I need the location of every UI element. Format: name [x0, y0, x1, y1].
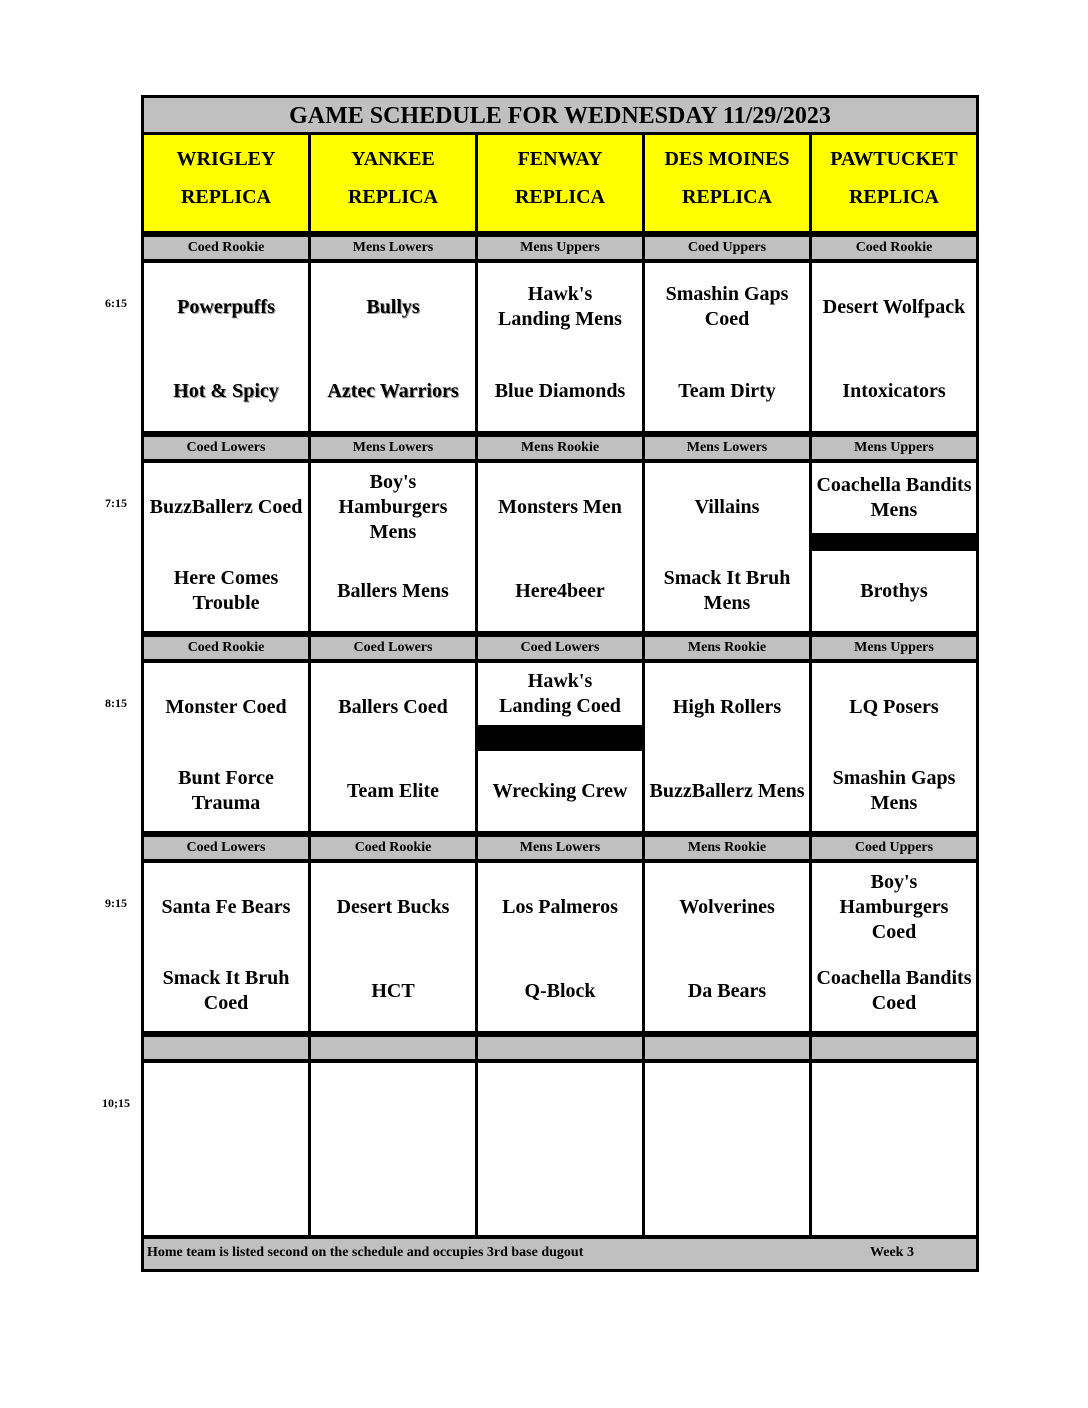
division-label: Coed Lowers [311, 637, 475, 659]
away-team: Boy's Hamburgers Coed [812, 863, 976, 951]
park-sub: REPLICA [514, 186, 605, 208]
division-label: Coed Uppers [812, 837, 976, 859]
division-label [645, 1037, 809, 1059]
home-team: Coachella Bandits Coed [812, 951, 976, 1031]
time-label: 6:15 [105, 296, 127, 310]
park-header [144, 135, 308, 231]
away-team: Hawk's Landing Coed [478, 663, 642, 725]
home-team: Wrecking Crew [478, 751, 642, 831]
schedule-table [141, 95, 979, 1272]
division-label: Mens Uppers [812, 637, 976, 659]
empty-slot [311, 1063, 475, 1235]
away-team: Wolverines [645, 863, 809, 951]
park-header [311, 135, 475, 231]
empty-slot [645, 1063, 809, 1235]
away-team: High Rollers [645, 663, 809, 751]
home-team: Hot & Spicy [144, 351, 308, 431]
away-team: BuzzBallerz Coed [144, 463, 308, 551]
park-name: WRIGLEY [176, 148, 276, 170]
away-team: Ballers Coed [311, 663, 475, 751]
home-team: Q-Block [478, 951, 642, 1031]
division-label: Coed Uppers [645, 237, 809, 259]
away-team: Villains [645, 463, 809, 551]
division-label [478, 1037, 642, 1059]
empty-slot [812, 1063, 976, 1235]
division-label: Mens Lowers [478, 837, 642, 859]
home-team: BuzzBallerz Mens [645, 751, 809, 831]
empty-slot [478, 1063, 642, 1235]
home-team: Team Dirty [645, 351, 809, 431]
page-title: GAME SCHEDULE FOR WEDNESDAY 11/29/2023 [144, 98, 976, 132]
park-name: YANKEE [351, 148, 435, 170]
away-team: Desert Wolfpack [812, 263, 976, 351]
division-label: Coed Rookie [144, 237, 308, 259]
home-team: Aztec Warriors [311, 351, 475, 431]
division-label: Mens Lowers [645, 437, 809, 459]
division-label: Coed Rookie [144, 637, 308, 659]
away-team: Powerpuffs [144, 263, 308, 351]
away-team: Monsters Men [478, 463, 642, 551]
park-name: FENWAY [517, 148, 603, 170]
away-team: Boy's Hamburgers Mens [311, 463, 475, 551]
time-label: 9:15 [105, 896, 127, 910]
home-team: Team Elite [311, 751, 475, 831]
home-team: HCT [311, 951, 475, 1031]
division-label: Coed Lowers [478, 637, 642, 659]
home-team: Here4beer [478, 551, 642, 631]
division-label: Mens Rookie [478, 437, 642, 459]
division-label [311, 1037, 475, 1059]
away-team: Bullys [311, 263, 475, 351]
away-team: Smashin Gaps Coed [645, 263, 809, 351]
division-label: Mens Lowers [311, 237, 475, 259]
away-team: Coachella Bandits Mens [812, 463, 976, 533]
division-label: Coed Rookie [812, 237, 976, 259]
park-header [478, 135, 642, 231]
division-label: Mens Rookie [645, 837, 809, 859]
time-label: 8:15 [105, 696, 127, 710]
home-team: Intoxicators [812, 351, 976, 431]
home-team: Smashin Gaps Mens [812, 751, 976, 831]
division-label: Mens Rookie [645, 637, 809, 659]
time-label: 7:15 [105, 496, 127, 510]
division-label: Coed Lowers [144, 837, 308, 859]
home-team: Smack It Bruh Coed [144, 951, 308, 1031]
away-team: Monster Coed [144, 663, 308, 751]
park-sub: REPLICA [848, 186, 939, 208]
home-team: Brothys [812, 551, 976, 631]
park-sub: REPLICA [681, 186, 772, 208]
time-label: 10;15 [102, 1096, 130, 1110]
week-label: Week 3 [870, 1245, 914, 1260]
away-team: Los Palmeros [478, 863, 642, 951]
park-name: PAWTUCKET [830, 148, 958, 170]
home-team: Here Comes Trouble [144, 551, 308, 631]
division-label [812, 1037, 976, 1059]
home-team: Bunt Force Trauma [144, 751, 308, 831]
away-team: Hawk's Landing Mens [478, 263, 642, 351]
home-team: Da Bears [645, 951, 809, 1031]
home-team: Smack It Bruh Mens [645, 551, 809, 631]
park-name: DES MOINES [664, 148, 790, 170]
footer [144, 1239, 976, 1269]
home-team: Blue Diamonds [478, 351, 642, 431]
park-sub: REPLICA [347, 186, 438, 208]
away-team: Santa Fe Bears [144, 863, 308, 951]
division-label: Coed Rookie [311, 837, 475, 859]
division-label: Mens Lowers [311, 437, 475, 459]
division-label [144, 1037, 308, 1059]
park-header [645, 135, 809, 231]
park-header [812, 135, 976, 231]
division-label: Mens Uppers [812, 437, 976, 459]
park-sub: REPLICA [180, 186, 271, 208]
empty-slot [144, 1063, 308, 1235]
division-label: Mens Uppers [478, 237, 642, 259]
division-label: Coed Lowers [144, 437, 308, 459]
home-team-note: Home team is listed second on the schedule and occupies 3rd base dugout [147, 1245, 584, 1260]
away-team: Desert Bucks [311, 863, 475, 951]
away-team: LQ Posers [812, 663, 976, 751]
home-team: Ballers Mens [311, 551, 475, 631]
